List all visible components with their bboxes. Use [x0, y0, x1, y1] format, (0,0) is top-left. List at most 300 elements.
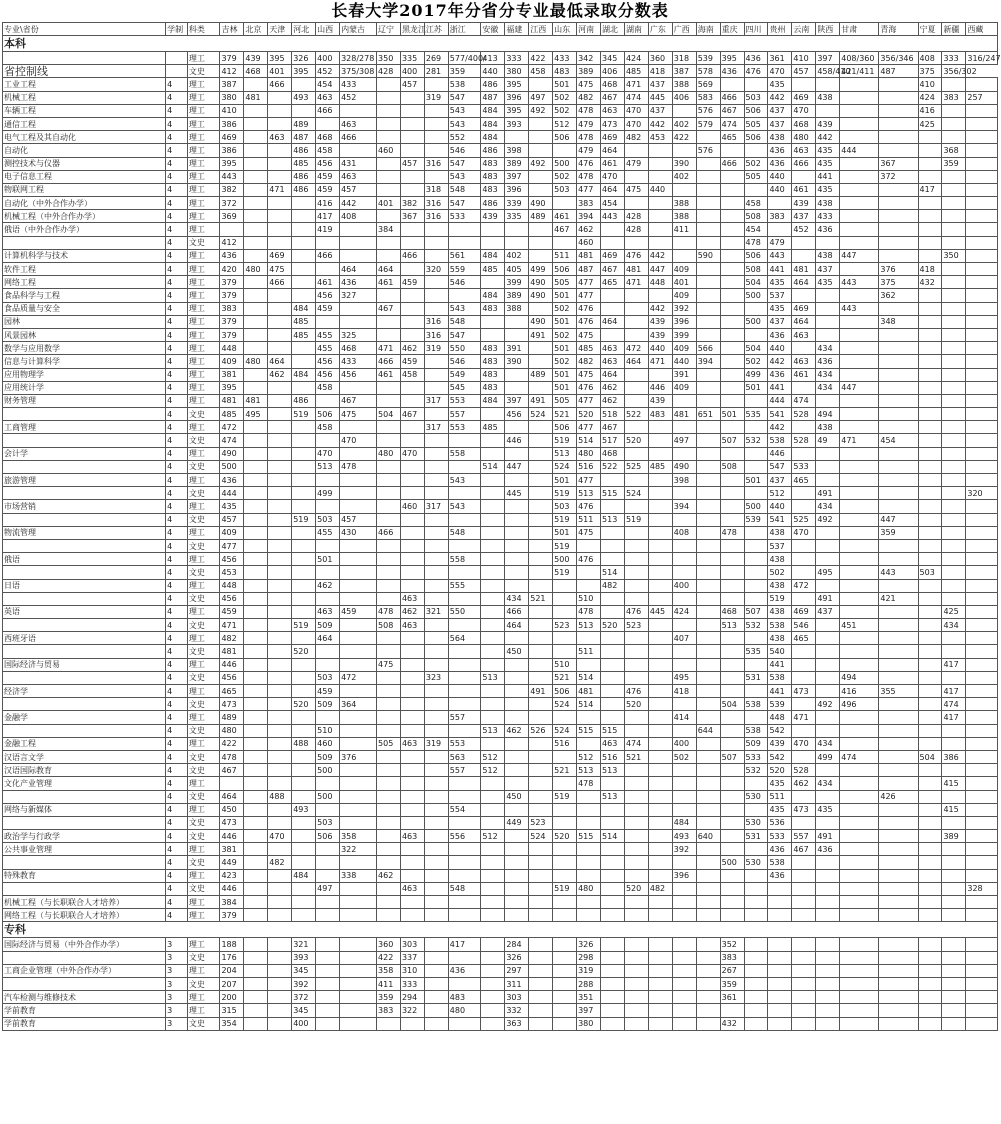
score-cell	[942, 579, 966, 592]
score-cell	[377, 685, 401, 698]
score-cell	[400, 816, 424, 829]
table-row	[3, 658, 998, 671]
score-cell: 298	[577, 951, 601, 964]
score-cell	[918, 368, 942, 381]
score-cell	[792, 539, 816, 552]
score-cell: 335	[505, 210, 529, 223]
score-cell: 386	[220, 117, 244, 130]
category-cell: 理工	[187, 394, 220, 407]
category-cell: 文史	[187, 513, 220, 526]
category-cell: 文史	[187, 856, 220, 869]
score-cell	[879, 539, 918, 552]
table-row	[3, 579, 998, 592]
score-cell	[648, 737, 672, 750]
category-cell: 理工	[187, 276, 220, 289]
score-cell: 480	[244, 263, 268, 276]
header-cell: 海南	[696, 23, 720, 36]
score-cell	[268, 1004, 292, 1017]
score-cell: 461	[792, 368, 816, 381]
score-cell	[840, 315, 879, 328]
score-cell	[816, 328, 840, 341]
score-cell	[918, 632, 942, 645]
score-cell	[400, 302, 424, 315]
score-cell: 435	[816, 183, 840, 196]
score-cell: 465	[601, 276, 625, 289]
score-cell	[400, 104, 424, 117]
score-cell	[840, 645, 879, 658]
major-cell: 工商管理	[3, 421, 166, 434]
score-cell	[918, 447, 942, 460]
score-cell: 513	[601, 513, 625, 526]
score-cell	[244, 104, 268, 117]
score-cell: 557	[792, 830, 816, 843]
score-cell: 474	[840, 750, 879, 763]
score-cell	[792, 698, 816, 711]
score-cell	[424, 869, 448, 882]
score-cell: 467	[601, 91, 625, 104]
score-cell	[966, 394, 998, 407]
years-cell: 4	[166, 276, 188, 289]
score-cell: 490	[529, 315, 553, 328]
score-cell	[481, 803, 505, 816]
category-cell: 理工	[187, 381, 220, 394]
score-cell	[942, 487, 966, 500]
score-cell: 487	[481, 91, 505, 104]
header-cell: 吉林	[220, 23, 244, 36]
score-cell: 482	[577, 355, 601, 368]
score-cell	[424, 447, 448, 460]
score-cell	[942, 645, 966, 658]
table-row	[3, 816, 998, 829]
score-cell: 415	[942, 803, 966, 816]
score-cell	[672, 856, 696, 869]
score-cell	[553, 236, 577, 249]
score-cell	[792, 951, 816, 964]
years-cell: 4	[166, 803, 188, 816]
score-cell	[377, 460, 401, 473]
score-cell: 494	[840, 671, 879, 684]
score-cell	[377, 289, 401, 302]
score-cell	[448, 977, 481, 990]
score-cell: 481	[220, 645, 244, 658]
table-row	[3, 289, 998, 302]
score-cell	[601, 951, 625, 964]
category-cell: 文史	[187, 236, 220, 249]
score-cell: 499	[529, 263, 553, 276]
score-cell	[601, 869, 625, 882]
score-cell	[316, 592, 340, 605]
score-cell: 434	[816, 777, 840, 790]
years-cell: 4	[166, 500, 188, 513]
score-cell: 463	[400, 882, 424, 895]
score-cell	[744, 977, 768, 990]
score-cell: 448	[220, 579, 244, 592]
score-cell	[577, 539, 601, 552]
years-cell: 4	[166, 816, 188, 829]
score-cell	[292, 526, 316, 539]
score-cell: 418	[648, 65, 672, 78]
years-cell: 4	[166, 421, 188, 434]
score-cell	[244, 170, 268, 183]
score-cell	[448, 223, 481, 236]
score-cell: 503	[553, 500, 577, 513]
major-cell: 风景园林	[3, 328, 166, 341]
score-cell	[316, 1004, 340, 1017]
score-cell	[942, 539, 966, 552]
category-cell: 文史	[187, 566, 220, 579]
score-cell	[744, 777, 768, 790]
score-cell	[529, 421, 553, 434]
years-cell: 3	[166, 964, 188, 977]
score-cell: 469	[601, 131, 625, 144]
score-cell	[292, 474, 316, 487]
score-cell: 524	[553, 724, 577, 737]
score-cell	[879, 368, 918, 381]
score-cell: 548	[448, 183, 481, 196]
score-cell: 437	[648, 78, 672, 91]
table-row	[3, 619, 998, 632]
score-cell	[481, 619, 505, 632]
score-cell	[577, 790, 601, 803]
score-cell	[792, 671, 816, 684]
score-cell	[292, 724, 316, 737]
score-cell: 459	[400, 276, 424, 289]
years-cell: 4	[166, 566, 188, 579]
score-cell	[672, 882, 696, 895]
header-cell: 河南	[577, 23, 601, 36]
score-cell	[840, 223, 879, 236]
score-cell: 539	[768, 698, 792, 711]
score-cell	[879, 223, 918, 236]
score-cell	[696, 328, 720, 341]
score-cell	[840, 539, 879, 552]
years-cell: 3	[166, 1017, 188, 1030]
score-cell	[424, 816, 448, 829]
score-cell: 503	[918, 566, 942, 579]
score-cell: 578	[696, 65, 720, 78]
score-cell: 399	[672, 328, 696, 341]
score-cell	[879, 78, 918, 91]
score-cell	[744, 144, 768, 157]
score-cell	[744, 882, 768, 895]
score-cell	[377, 117, 401, 130]
header-cell: 甘肃	[840, 23, 879, 36]
score-cell	[696, 951, 720, 964]
major-cell	[3, 816, 166, 829]
score-cell	[918, 513, 942, 526]
score-cell: 493	[292, 803, 316, 816]
score-cell: 471	[377, 342, 401, 355]
score-cell: 514	[481, 460, 505, 473]
score-cell	[377, 830, 401, 843]
score-cell	[529, 605, 553, 618]
score-cell	[529, 632, 553, 645]
score-cell	[792, 566, 816, 579]
score-cell: 405	[505, 263, 529, 276]
score-cell	[792, 856, 816, 869]
score-cell	[942, 513, 966, 526]
score-cell: 315	[220, 1004, 244, 1017]
score-cell	[505, 566, 529, 579]
score-cell: 319	[424, 91, 448, 104]
score-cell: 414	[672, 711, 696, 724]
score-cell	[481, 539, 505, 552]
score-cell	[377, 249, 401, 262]
score-cell: 477	[577, 276, 601, 289]
score-cell	[624, 964, 648, 977]
score-cell	[553, 1004, 577, 1017]
score-cell	[648, 1017, 672, 1030]
score-cell: 501	[553, 289, 577, 302]
score-cell: 540	[768, 645, 792, 658]
header-cell: 内蒙古	[340, 23, 377, 36]
score-cell: 398	[672, 474, 696, 487]
score-cell	[696, 302, 720, 315]
score-cell	[720, 790, 744, 803]
score-cell: 457	[400, 78, 424, 91]
score-cell	[942, 500, 966, 513]
score-cell	[340, 553, 377, 566]
score-cell	[244, 698, 268, 711]
score-cell: 455	[316, 526, 340, 539]
score-cell: 464	[792, 276, 816, 289]
category-cell: 理工	[187, 447, 220, 460]
score-cell: 391	[505, 342, 529, 355]
score-cell: 470	[400, 447, 424, 460]
score-cell	[292, 236, 316, 249]
score-cell	[966, 289, 998, 302]
score-cell	[601, 816, 625, 829]
score-cell: 435	[768, 302, 792, 315]
score-cell	[244, 830, 268, 843]
score-cell: 472	[220, 421, 244, 434]
score-cell: 473	[220, 698, 244, 711]
score-cell	[624, 197, 648, 210]
score-cell	[696, 223, 720, 236]
years-cell: 4	[166, 539, 188, 552]
score-cell	[624, 553, 648, 566]
score-cell	[648, 289, 672, 302]
score-cell: 435	[816, 144, 840, 157]
score-cell: 463	[340, 117, 377, 130]
major-cell: 学前教育	[3, 1017, 166, 1030]
score-cell: 543	[448, 500, 481, 513]
score-cell: 458	[529, 65, 553, 78]
score-cell	[316, 938, 340, 951]
score-cell: 438	[768, 605, 792, 618]
score-cell	[768, 223, 792, 236]
score-cell	[744, 658, 768, 671]
score-cell	[529, 500, 553, 513]
header-cell: 浙江	[448, 23, 481, 36]
score-cell	[424, 355, 448, 368]
table-row	[3, 78, 998, 91]
score-cell	[918, 553, 942, 566]
score-cell: 467	[400, 408, 424, 421]
score-cell	[966, 553, 998, 566]
score-cell	[400, 711, 424, 724]
score-cell: 524	[553, 460, 577, 473]
score-cell: 464	[377, 263, 401, 276]
score-cell	[648, 951, 672, 964]
score-cell	[696, 764, 720, 777]
years-cell: 4	[166, 104, 188, 117]
score-cell	[648, 856, 672, 869]
score-cell	[244, 447, 268, 460]
score-cell: 484	[292, 869, 316, 882]
score-cell	[624, 645, 648, 658]
score-cell: 401	[268, 65, 292, 78]
score-cell: 520	[624, 882, 648, 895]
score-cell	[744, 685, 768, 698]
score-cell	[400, 909, 424, 922]
score-cell: 422	[529, 52, 553, 65]
score-cell: 519	[553, 566, 577, 579]
score-cell	[244, 526, 268, 539]
score-cell	[316, 263, 340, 276]
score-cell	[792, 447, 816, 460]
score-cell: 504	[377, 408, 401, 421]
score-cell	[424, 991, 448, 1004]
score-cell: 442	[768, 421, 792, 434]
score-cell	[942, 964, 966, 977]
score-cell	[268, 526, 292, 539]
score-cell: 395	[505, 104, 529, 117]
score-cell: 457	[340, 513, 377, 526]
score-cell	[424, 276, 448, 289]
score-cell: 446	[220, 658, 244, 671]
score-cell: 459	[316, 302, 340, 315]
score-cell: 542	[768, 724, 792, 737]
score-cell: 433	[340, 355, 377, 368]
score-cell	[879, 882, 918, 895]
score-cell: 438	[768, 579, 792, 592]
score-cell: 483	[481, 342, 505, 355]
category-cell: 理工	[187, 658, 220, 671]
score-cell	[648, 658, 672, 671]
score-cell	[696, 460, 720, 473]
score-cell	[918, 592, 942, 605]
score-cell: 466	[340, 131, 377, 144]
score-cell	[481, 276, 505, 289]
score-cell: 440	[648, 342, 672, 355]
category-cell: 文史	[187, 592, 220, 605]
score-cell	[424, 144, 448, 157]
score-cell	[529, 302, 553, 315]
score-cell: 484	[292, 302, 316, 315]
score-cell: 547	[448, 157, 481, 170]
score-cell	[292, 816, 316, 829]
score-cell	[340, 938, 377, 951]
score-cell	[377, 750, 401, 763]
score-cell	[966, 951, 998, 964]
score-cell	[942, 474, 966, 487]
score-cell	[648, 909, 672, 922]
score-cell	[529, 964, 553, 977]
score-cell	[744, 539, 768, 552]
score-cell	[505, 632, 529, 645]
score-cell	[577, 843, 601, 856]
score-cell: 505	[377, 737, 401, 750]
score-cell	[966, 78, 998, 91]
score-cell	[918, 526, 942, 539]
score-cell	[879, 1017, 918, 1030]
score-cell	[648, 803, 672, 816]
table-row	[3, 843, 998, 856]
score-cell	[918, 434, 942, 447]
score-cell: 434	[505, 592, 529, 605]
score-cell: 470	[792, 737, 816, 750]
years-cell: 4	[166, 289, 188, 302]
score-cell	[340, 977, 377, 990]
score-cell	[696, 856, 720, 869]
score-cell: 417	[942, 711, 966, 724]
score-cell: 397	[577, 1004, 601, 1017]
header-cell: 青海	[879, 23, 918, 36]
score-cell	[268, 764, 292, 777]
score-cell	[624, 977, 648, 990]
score-cell: 356/302	[942, 65, 966, 78]
score-cell	[672, 803, 696, 816]
score-cell: 530	[744, 816, 768, 829]
score-cell	[340, 302, 377, 315]
score-cell	[424, 460, 448, 473]
header-cell: 湖北	[601, 23, 625, 36]
table-row	[3, 157, 998, 170]
score-cell: 456	[505, 408, 529, 421]
score-cell: 483	[481, 183, 505, 196]
score-cell	[648, 671, 672, 684]
score-cell: 443	[768, 249, 792, 262]
score-cell	[244, 605, 268, 618]
score-cell	[720, 539, 744, 552]
score-cell	[672, 592, 696, 605]
score-cell	[879, 632, 918, 645]
score-cell	[424, 78, 448, 91]
score-cell	[879, 843, 918, 856]
score-cell	[672, 144, 696, 157]
score-cell	[448, 896, 481, 909]
header-cell: 陕西	[816, 23, 840, 36]
score-cell	[879, 144, 918, 157]
score-cell	[744, 579, 768, 592]
score-cell	[340, 816, 377, 829]
score-cell	[377, 632, 401, 645]
score-cell	[505, 315, 529, 328]
score-cell: 395	[268, 52, 292, 65]
major-cell: 测控技术与仪器	[3, 157, 166, 170]
score-cell: 479	[577, 117, 601, 130]
score-cell	[316, 474, 340, 487]
score-cell	[424, 724, 448, 737]
score-cell: 288	[577, 977, 601, 990]
score-cell	[879, 977, 918, 990]
table-row	[3, 671, 998, 684]
score-cell	[696, 553, 720, 566]
score-cell	[553, 632, 577, 645]
years-cell: 4	[166, 764, 188, 777]
score-cell	[744, 183, 768, 196]
score-cell	[624, 711, 648, 724]
score-cell: 450	[220, 803, 244, 816]
score-cell	[481, 711, 505, 724]
years-cell: 4	[166, 671, 188, 684]
score-cell: 397	[505, 394, 529, 407]
score-cell	[377, 671, 401, 684]
score-cell	[918, 144, 942, 157]
header-cell: 山东	[553, 23, 577, 36]
score-cell: 413	[481, 52, 505, 65]
